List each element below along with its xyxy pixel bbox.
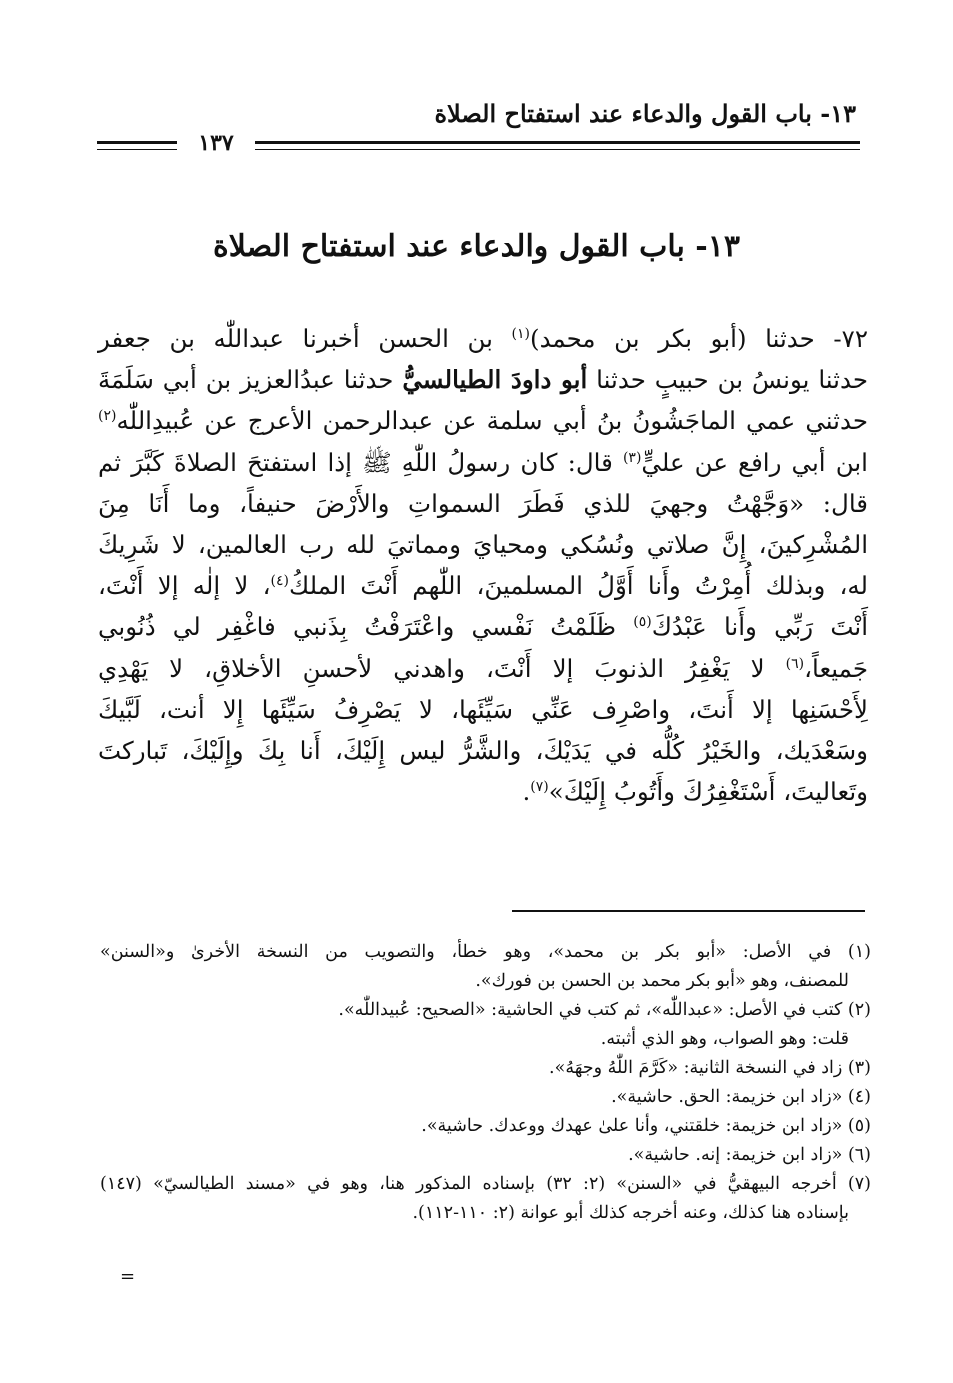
text-run: له، وبذلك أُمِرْتُ وأَنا أَوَّلُ المسلمينَ، اللّٰهم أَنْتَ الملكُ [288, 571, 869, 601]
body-line: المُشْرِكينَ، إِنَّ صلاتي ونُسُكي ومحيايَ ومماتيَ لله رب العالمين، لا شَرِيكَ [98, 530, 868, 560]
body-line: وسَعْدَيك، والخَيْرُ كُلُّه في يَدَيْكَ، والشَّرُّ ليس إِلَيْكَ، أَنا بِكَ وإِلَيْكَ، تَباركتَ [98, 736, 868, 766]
footnote-1-line-1: (١) في الأصل: «أبو بكر بن محمد»، وهو خطأ، والتصويب من النسخة الأخرىٰ و«السنن» [100, 942, 871, 962]
footnote-ref: (٣) [622, 449, 642, 466]
footnote-2-line-1: (٢) كتب في الأصل: «عبداللّٰه»، ثم كتب في الحاشية: «الصحيح: عُبيداللّٰه». [338, 1000, 871, 1020]
text-run: لا يَغْفِرُ الذنوبَ إلا أَنْتَ، واهدني لأحسنِ الأخلاقِ، لا يَهْدِي [98, 653, 786, 683]
text-run: حدثنا عبدُالعزيز بن أبي سَلَمَةَ [98, 365, 403, 395]
narrator-name: أبو داودَ الطيالسيُّ [402, 365, 588, 395]
footnote-5: (٥) «زاد ابن خزيمة: خلقتني، وأنا علىٰ عهدك ووعدك. حاشية». [421, 1116, 871, 1136]
text-run: ابن أبي رافع عن عليٍّ [641, 447, 868, 477]
footnote-6: (٦) «زاد ابن خزيمة: إنه. حاشية». [628, 1145, 871, 1165]
footnote-ref: (١) [511, 325, 531, 342]
footnote-ref: (٥) [633, 614, 652, 631]
text-run: ٧٢- حدثنا (أبو بكر بن محمد) [530, 324, 868, 353]
footnote-separator [512, 910, 865, 912]
footnote-4: (٤) «زاد ابن خزيمة: الحق. حاشية». [611, 1087, 871, 1107]
chapter-title: ١٣- باب القول والدعاء عند استفتاح الصلاة [213, 229, 740, 264]
body-line: لِأَحْسَنِها إلا أَنتَ، واصْرِف عَنِّي سَيِّئَها، لا يَصْرِفُ سَيِّئَها إِلا أنت، لَبَّيكَ [98, 694, 868, 724]
text-run: حدثنا يونسُ بن حبيبٍ حدثنا [587, 365, 868, 395]
footnote-ref: (٢) [98, 408, 117, 425]
body-line [98, 318, 868, 359]
continuation-mark: = [120, 1266, 136, 1287]
page-number: ١٣٧ [198, 130, 234, 156]
footnote-3: (٣) زاد في النسخة الثانية: «كَرَّمَ اللّٰهُ وجهَهُ». [549, 1058, 871, 1078]
text-run: . [522, 777, 531, 807]
footnote-7-line-2: بإسناده هنا كذلك، وعنه أخرجه كذلك أبو عوانة (٢: ١١٠-١١٢). [412, 1203, 849, 1223]
text-run: جَميعاً، [804, 653, 868, 683]
footnote-ref: (٤) [270, 573, 289, 590]
header-rule-short [97, 141, 177, 150]
body-line: قال: «وَجَّهْتُ وجهيَ للذي فَطَرَ السمواتِ والأَرْضَ حنيفاً، وما أَنَا مِنَ [98, 488, 868, 518]
footnote-1-line-2: للمصنف، وهو «أبو بكر محمد بن الحسن بن فورك». [475, 971, 849, 991]
running-header-title: ١٣- باب القول والدعاء عند استفتاح الصلاة [434, 99, 856, 128]
body-line [98, 771, 868, 812]
body-line [98, 359, 868, 400]
header-rule-long [255, 141, 860, 150]
footnote-7-line-1: (٧) أخرجه البيهقيُّ في «السنن» (٢: ٣٢) بإسناده المذكور هنا، وهو في «مسند الطيالسيّ» (١٤٧) [100, 1174, 871, 1194]
text-run: أَنْتَ رَبِّي وأَنا عَبْدُكَ [651, 612, 868, 642]
body-line [98, 442, 868, 483]
body-line [98, 606, 868, 647]
text-run: حدثني عمي الماجَشُونُ بنُ أبي سلمة عن عبدالرحمن الأعرج عن عُبيدِاللّٰه [116, 406, 868, 436]
body-line [98, 400, 868, 441]
text-run: ظَلَمْتُ نَفْسي واعْتَرَفْتُ بِذَنبي فاغْفِر لي ذُنُوبي [98, 612, 634, 642]
footnotes [100, 938, 871, 1228]
text-run: بن الحسن أخبرنا عبداللّٰه بن جعفر [98, 324, 512, 353]
body-line [98, 648, 868, 689]
body-line [98, 565, 868, 606]
footnote-2-line-2: قلت: وهو الصواب، وهو الذي أثبته. [600, 1029, 849, 1049]
footnote-ref: (٧) [530, 779, 549, 796]
text-run: وتَعاليتَ، أَسْتَغْفِرُكَ وأَتُوبُ إِلَيْكَ» [548, 777, 868, 807]
text-run: ، لا إلٰه إلا أَنْتَ، [98, 571, 271, 601]
footnote-ref: (٦) [785, 655, 805, 672]
hadith-text [98, 318, 868, 812]
text-run: قال: كان رسولُ اللّٰهِ ﷺ إذا استفتحَ الصلاةَ كَبَّرَ ثم [98, 447, 623, 477]
